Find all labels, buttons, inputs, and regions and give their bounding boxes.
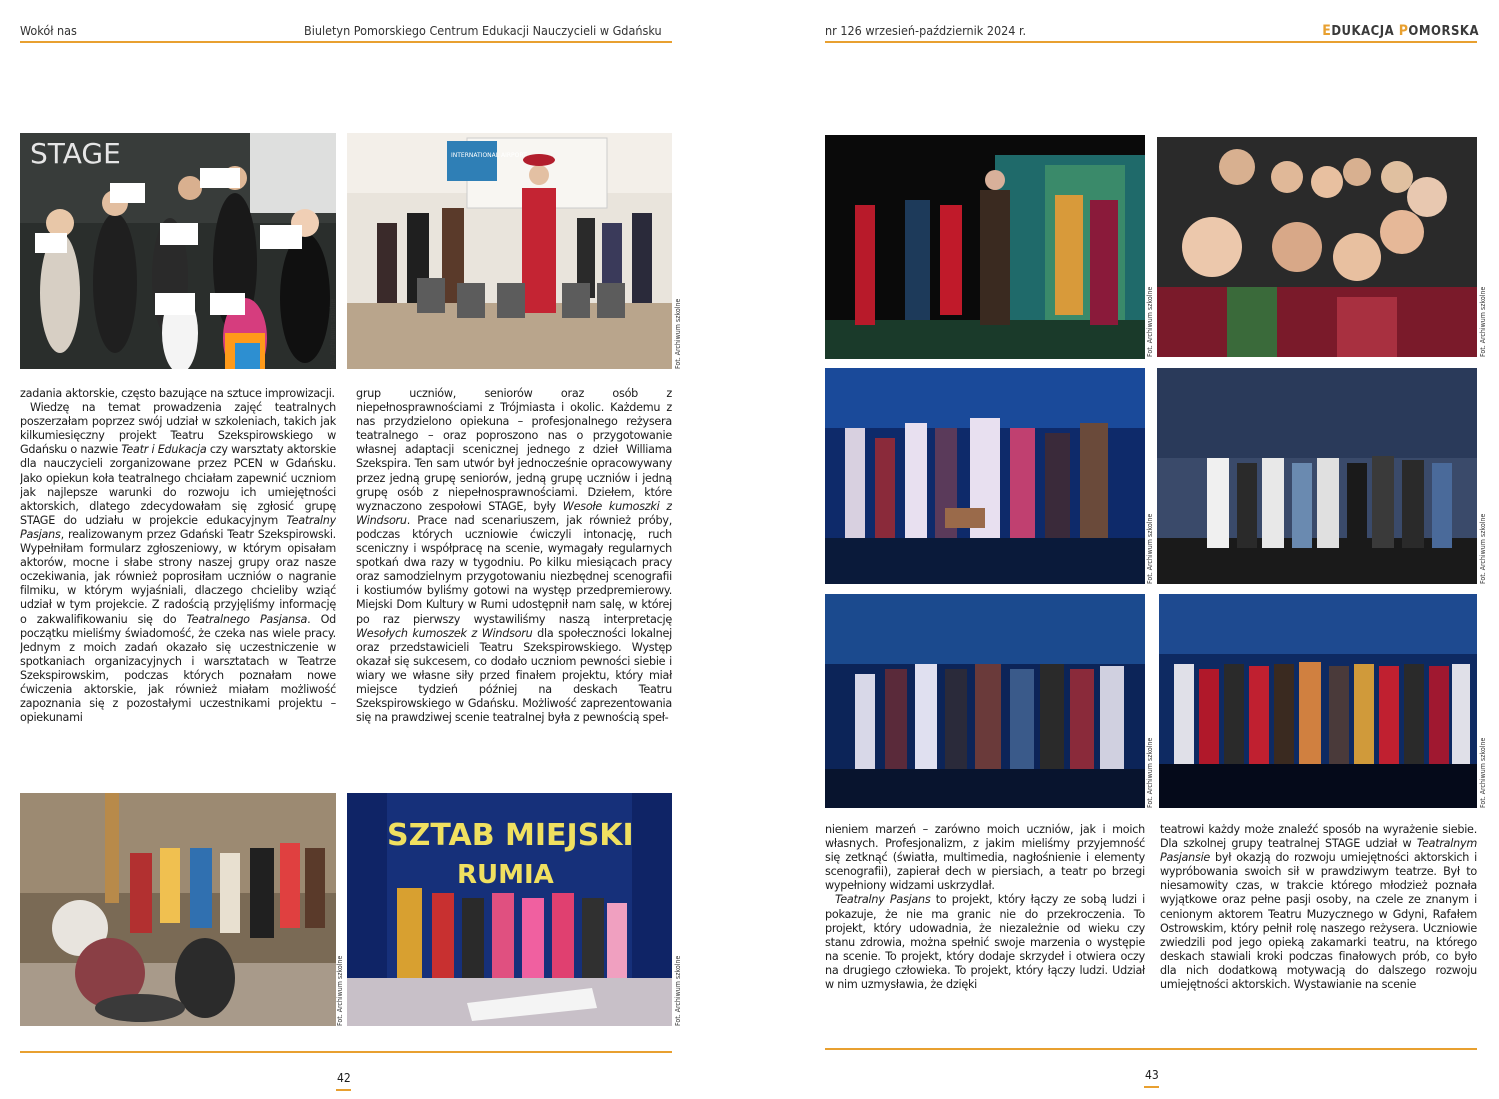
photo-credit: Fot. Archiwum szkolne: [336, 955, 344, 1026]
photo-blue-stage-1: [825, 368, 1145, 584]
photo-stage-costumes: [825, 135, 1145, 359]
photo-credit: Fot. Archiwum szkolne: [1479, 737, 1487, 808]
photo-theatre-hall: [1157, 368, 1477, 584]
footer-rule: [20, 1051, 672, 1053]
right-column-2: teatrowi każdy może znaleźć sposób na wyrażenie siebie. Dla szkolnej grupy teatralnej STAGE udział w Teatralnym Pasjansie był okazją do rozwoju umiejętności aktorskich i wypróbowania swoich sił w prawdziwym teatrze. Był to niesamowity czas, w trakcie którego młodzież poznała wyjątkowe oraz pełne pasji osoby, na czele ze znanym i cenionym aktorem Teatru Muzycznego w Gdyni, Rafałem Ostrowskim, który pełnił rolę naszego reżysera. Uczniowie zwiedzili pod jego opieką zakamarki teatru, na którego deskach stawiali kroki podczas finałowych prób, co było dla nich dodatkową motywacją do dalszego rozwoju umiejętności aktorskich. Wystawianie na scenie: [1160, 823, 1477, 992]
header-rule-right: [825, 41, 1477, 43]
footer-rule-right: [825, 1048, 1477, 1050]
photo-credit: Fot. Archiwum szkolne: [329, 298, 337, 369]
photo-blue-stage-2: [825, 594, 1145, 808]
photo-airport-scene: [347, 133, 672, 369]
photo-credit: Fot. Archiwum szkolne: [1146, 286, 1154, 357]
left-column-1: zadania aktorskie, często bazujące na sztuce improwizacji. Wiedzę na temat prowadzenia zajęć teatralnych poszerzałam poprzez swój udział w szkoleniach, takich jak kilkumiesięczny projekt Teatru Szekspirowskiego w Gdańsku o nazwie Teatr i Edukacja czy warsztaty aktorskie dla nauczycieli zorganizowane przez PCEN w Gdańsku. Jako opiekun koła teatralnego chciałam zapewnić uczniom jak najlepsze warunki do rozwoju ich umiejętności aktorskich, dlatego zdecydowałam się zgłosić grupę STAGE do udziału w projekcie edukacyjnym Teatralny Pasjans, realizowanym przez Gdański Teatr Szekspirowski. Wypełniłam formularz zgłoszeniowy, w którym opisałam aktorów, mocne i słabe strony naszej grupy oraz nasze oczekiwania, jak również poprosiłam uczniów o nagranie filmiku, w którym wyjaśniali, dlaczego chcieliby wziąć udział w tym projekcie. Z radością przyjęliśmy informację o zakwalifikowaniu się do Teatralnego Pasjansa. Od początku mieliśmy świadomość, że czeka nas wiele pracy. Jednym z moich zadań okazało się uczestniczenie w spotkaniach organizacyjnych i warsztatach w Teatrze Szekspirowskim, podczas których poznałam nowe ćwiczenia aktorskie, jak również miałam możliwość zapoznania się z pozostałymi uczestnikami projektu – opiekunami: [20, 387, 336, 725]
page-number-underline: [336, 1089, 351, 1091]
banner-line2: RUMIA: [457, 860, 554, 890]
page-number: 42: [337, 1071, 351, 1085]
photo-backstage-group: [20, 793, 336, 1026]
photo-stage-group: [20, 133, 336, 369]
left-column-2: grup uczniów, seniorów oraz osób z niepełnosprawnościami z Trójmiasta i okolic. Każdemu z nas przydzielono opiekuna – profesjonalnego reżysera teatralnego – oraz poproszono nas o przygotowanie własnej adaptacji scenicznej jednego z dzieł Williama Szekspira. Ten sam utwór był jednocześnie opracowywany przez jedną grupę seniorów, jedną grupę uczniów i jedną grupę osób z niepełnosprawnościami. Dziełem, które wyznaczono zespołowi STAGE, były Wesołe kumoszki z Windsoru. Prace nad scenariuszem, jak również próby, podczas których uczniowie ćwiczyli intonację, ruch sceniczny i współpracę na scenie, wymagały regularnych spotkań dwa razy w tygodniu. Po kilku miesiącach pracy oraz samodzielnym przygotowaniu niezbędnej scenografii i kostiumów byliśmy gotowi na występ przedpremierowy. Miejski Dom Kultury w Rumi udostępnił nam salę, w której po raz pierwszy wystawiliśmy naszą interpretację Wesołych kumoszek z Windsoru dla społeczności lokalnej oraz przedstawicieli Teatru Szekspirowskiego. Występ okazał się sukcesem, co dodało uczniom pewności siebie i wiary we własne siły przed finałem projektu, który miał miejsce tydzień później na deskach Teatru Szekspirowskiego w Gdańsku. Możliwość zaprezentowania się na prawdziwej scenie teatralnej była z pewnością speł-: [356, 387, 672, 725]
right-column-1: nieniem marzeń – zarówno moich uczniów, jak i moich własnych. Profesjonalizm, z jakim mieliśmy przyjemność się zetknąć (światła, multimedia, nagłośnienie i elementy scenografii), zapierał dech w piersiach, a teatr po brzegi wypełniony widzami uskrzydlał. Teatralny Pasjans to projekt, który łączy ze sobą ludzi i pokazuje, że nie ma granic nie do przekroczenia. To projekt, który udowadnia, że niezależnie od wieku czy stanu zdrowia, można spełnić swoje marzenia o występie na scenie. To projekt, który dodaje skrzydeł i otwiera oczy na drugiego człowieka. To projekt, który łączy ludzi. Udział w nim uzmysławia, że dzięki: [825, 823, 1145, 992]
stage-sign-text: STAGE: [30, 137, 121, 170]
photo-credit: Fot. Archiwum szkolne: [1479, 286, 1487, 357]
photo-final-bow: [1159, 594, 1477, 808]
airport-sign-text: INTERNATIONAL AIRPORT: [451, 152, 527, 159]
photo-credit: Fot. Archiwum szkolne: [1479, 513, 1487, 584]
page-number-underline: [1144, 1086, 1159, 1088]
photo-rumia-stage: [347, 793, 672, 1026]
issue-label: nr 126 wrzesień-październik 2024 r.: [825, 23, 1027, 38]
banner-line1: SZTAB MIEJSKI: [387, 818, 634, 853]
photo-credit: Fot. Archiwum szkolne: [674, 298, 682, 369]
photo-credit: Fot. Archiwum szkolne: [1146, 513, 1154, 584]
brand-logo: EDUKACJA POMORSKA: [1322, 23, 1479, 39]
section-title: Wokół nas: [20, 23, 77, 38]
publication-title: Biuletyn Pomorskiego Centrum Edukacji Nauczycieli w Gdańsku: [304, 23, 662, 38]
photo-selfie-cast: [1157, 137, 1477, 357]
page-number: 43: [1145, 1068, 1159, 1082]
photo-credit: Fot. Archiwum szkolne: [674, 955, 682, 1026]
header-rule: [20, 41, 672, 43]
photo-credit: Fot. Archiwum szkolne: [1146, 737, 1154, 808]
